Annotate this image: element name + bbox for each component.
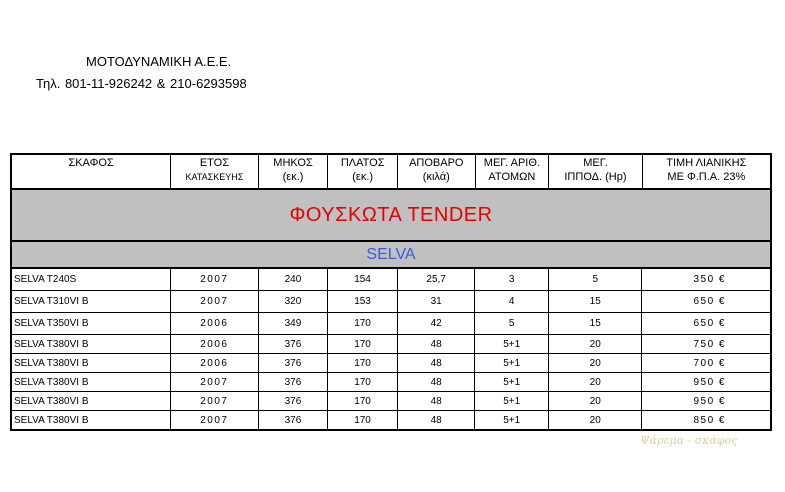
cell-persons: 5+1 xyxy=(475,335,549,353)
cell-hp: 20 xyxy=(549,335,642,353)
column-header: ΜΕΓ. ΙΠΠΟΔ. (Hp) xyxy=(549,155,643,188)
cell-hp: 20 xyxy=(549,373,642,391)
column-header: ΤΙΜΗ ΛΙΑΝΙΚΗΣ ΜΕ Φ.Π.Α. 23% xyxy=(666,157,747,183)
cell-price: 950 € xyxy=(693,376,726,388)
table-row xyxy=(12,411,770,429)
cell-width: 170 xyxy=(328,313,398,334)
cell-length: 349 xyxy=(259,313,329,334)
table-row xyxy=(12,291,770,313)
column-header: ΣΚΑΦΟΣ xyxy=(12,155,171,188)
cell-length: 376 xyxy=(259,354,329,372)
cell-year: 2006 xyxy=(171,313,259,334)
cell-width: 170 xyxy=(328,335,398,353)
cell-price: 350 € xyxy=(693,274,726,285)
cell-price: 650 € xyxy=(693,296,726,307)
cell-width: 153 xyxy=(328,291,398,312)
cell-year: 2006 xyxy=(171,354,259,372)
table-header xyxy=(12,155,770,190)
cell-weight: 48 xyxy=(398,373,476,391)
cell-model: SELVA T380VI B xyxy=(12,335,171,353)
cell-weight: 42 xyxy=(398,313,476,334)
cell-weight: 48 xyxy=(398,354,476,372)
cell-length: 320 xyxy=(259,291,329,312)
cell-persons: 5+1 xyxy=(475,392,549,410)
cell-persons: 5 xyxy=(475,313,549,334)
company-name: ΜΟΤΟΔΥΝΑΜΙΚΗ Α.Ε.Ε. xyxy=(86,54,232,69)
cell-weight: 48 xyxy=(398,392,476,410)
cell-year: 2006 xyxy=(171,335,259,353)
table-row xyxy=(12,269,770,291)
cell-width: 170 xyxy=(328,373,398,391)
column-header: ΕΤΟΣ ΚΑΤΑΣΚΕΥΗΣ xyxy=(171,155,259,188)
table-row xyxy=(12,313,770,335)
table-row xyxy=(12,354,770,373)
cell-year: 2007 xyxy=(171,291,259,312)
cell-year: 2007 xyxy=(171,411,259,429)
cell-weight: 31 xyxy=(398,291,476,312)
cell-year: 2007 xyxy=(171,373,259,391)
cell-persons: 3 xyxy=(475,269,549,290)
cell-persons: 5+1 xyxy=(475,411,549,429)
cell-length: 240 xyxy=(259,269,329,290)
cell-hp: 20 xyxy=(549,354,642,372)
table-row xyxy=(12,373,770,392)
table-row xyxy=(12,392,770,411)
cell-length: 376 xyxy=(259,373,329,391)
price-table xyxy=(10,153,772,431)
cell-hp: 15 xyxy=(549,313,642,334)
cell-width: 170 xyxy=(328,354,398,372)
cell-model: SELVA T380VI B xyxy=(12,373,171,391)
cell-price: 650 € xyxy=(693,318,726,329)
cell-year: 2007 xyxy=(171,269,259,290)
phone-numbers: Τηλ. 801-11-926242 & 210-6293598 xyxy=(36,76,247,91)
column-header: ΠΛΑΤΟΣ (εκ.) xyxy=(328,155,398,188)
watermark: Ψάρεμα - σκάφος xyxy=(640,434,738,447)
cell-length: 376 xyxy=(259,411,329,429)
cell-width: 154 xyxy=(328,269,398,290)
cell-model: SELVA T310VI B xyxy=(12,291,171,312)
cell-hp: 5 xyxy=(549,269,642,290)
cell-width: 170 xyxy=(328,392,398,410)
cell-length: 376 xyxy=(259,335,329,353)
cell-length: 376 xyxy=(259,392,329,410)
cell-persons: 5+1 xyxy=(475,354,549,372)
cell-price: 850 € xyxy=(693,414,726,426)
cell-persons: 4 xyxy=(475,291,549,312)
cell-model: SELVA T380VI B xyxy=(12,354,171,372)
section-title: ΦΟΥΣΚΩΤΑ TENDER xyxy=(12,190,770,242)
cell-price: 950 € xyxy=(693,395,726,407)
cell-price: 700 € xyxy=(693,357,726,369)
cell-persons: 5+1 xyxy=(475,373,549,391)
cell-width: 170 xyxy=(328,411,398,429)
column-header: ΜΕΓ. ΑΡΙΘ. ΑΤΟΜΩΝ xyxy=(476,155,550,188)
cell-weight: 25,7 xyxy=(398,269,476,290)
table-body xyxy=(12,269,770,429)
cell-weight: 48 xyxy=(398,335,476,353)
cell-hp: 20 xyxy=(549,392,642,410)
cell-model: SELVA T240S xyxy=(12,269,171,290)
cell-hp: 20 xyxy=(549,411,642,429)
cell-price: 750 € xyxy=(693,338,726,350)
column-header: ΑΠΟΒΑΡΟ (κιλά) xyxy=(398,155,476,188)
cell-hp: 15 xyxy=(549,291,642,312)
cell-weight: 48 xyxy=(398,411,476,429)
cell-year: 2007 xyxy=(171,392,259,410)
cell-model: SELVA T380VI B xyxy=(12,411,171,429)
column-header: ΜΗΚΟΣ (εκ.) xyxy=(259,155,329,188)
table-row xyxy=(12,335,770,354)
brand-title: SELVA xyxy=(12,242,770,269)
cell-model: SELVA T350VI B xyxy=(12,313,171,334)
cell-model: SELVA T380VI B xyxy=(12,392,171,410)
